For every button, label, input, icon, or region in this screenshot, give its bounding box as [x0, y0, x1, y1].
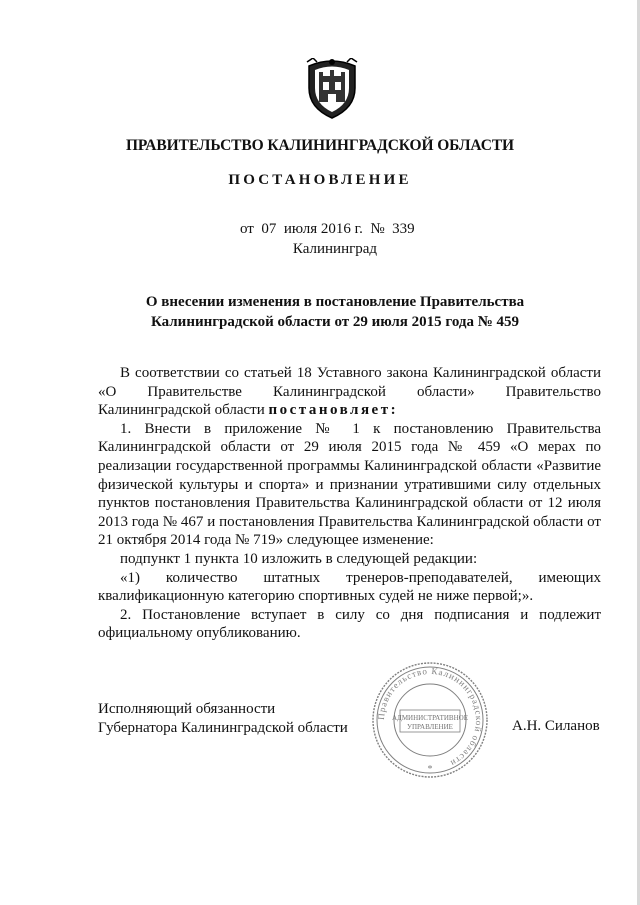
subject-line-1: О внесении изменения в постановление Правительства [145, 294, 525, 310]
seal-star-icon: * [427, 764, 433, 775]
document-number: 339 [392, 221, 415, 237]
document-type: ПОСТАНОВЛЕНИЕ [228, 172, 412, 188]
quote-paragraph: «1) количество штатных тренеров-преподавателей, имеющих квалификационную категорию спортивных судей не ниже первой;». [98, 569, 601, 605]
date-line [240, 221, 415, 238]
preamble-text: В соответствии со статьей 18 Уставного закона Калининградской области «О Правительстве Калининградской области» Правительство Калининградской области [98, 365, 601, 419]
item-2-paragraph: 2. Постановление вступает в силу со дня подписания и подлежит официальному опубликованию. [98, 606, 601, 642]
seal-inner-line-1: АДМИНИСТРАТИВНОЕ [392, 714, 468, 722]
date-prefix: от [240, 221, 254, 237]
subject-line-2: Калининградской области от 29 июля 2015 года № 459 [150, 314, 520, 330]
signer-name: А.Н. Силанов [512, 718, 600, 734]
signer-position-line-2: Губернатора Калининградской области [98, 719, 348, 736]
item-1-paragraph: 1. Внести в приложение № 1 к постановлению Правительства Калининградской области от 29 июля 2015 года № 459 «О мерах по реализации государственной программы Калининградской области «Развитие физической культуры и спорта» и признании утратившими силу отдельных пунктов постановления Правительства Калининградской области от 12 июля 2013 года № 467 и постановления Правительства Калининградской области от 21 октября 2014 года № 719» следующее изменение: [98, 420, 601, 549]
document-subject [120, 292, 550, 332]
official-seal-stamp [370, 660, 490, 780]
document-date: 07 июля 2016 г. [261, 221, 363, 237]
seal-outer-text: Правительство Калининградской области [375, 665, 485, 769]
signer-position-line-1: Исполняющий обязанности [98, 701, 276, 717]
number-sign: № [370, 221, 385, 237]
document-body [98, 364, 601, 643]
kaliningrad-coat-of-arms-icon [303, 58, 361, 120]
subitem-paragraph: подпункт 1 пункта 10 изложить в следующей редакции: [120, 550, 478, 567]
preamble-paragraph [98, 364, 601, 420]
seal-inner-line-2: УПРАВЛЕНИЕ [407, 723, 453, 731]
government-title: ПРАВИТЕЛЬСТВО КАЛИНИНГРАДСКОЙ ОБЛАСТИ [125, 137, 515, 154]
city: Калининград [292, 241, 378, 257]
resolves-word: постановляет: [268, 402, 399, 419]
signer-position [98, 700, 348, 737]
